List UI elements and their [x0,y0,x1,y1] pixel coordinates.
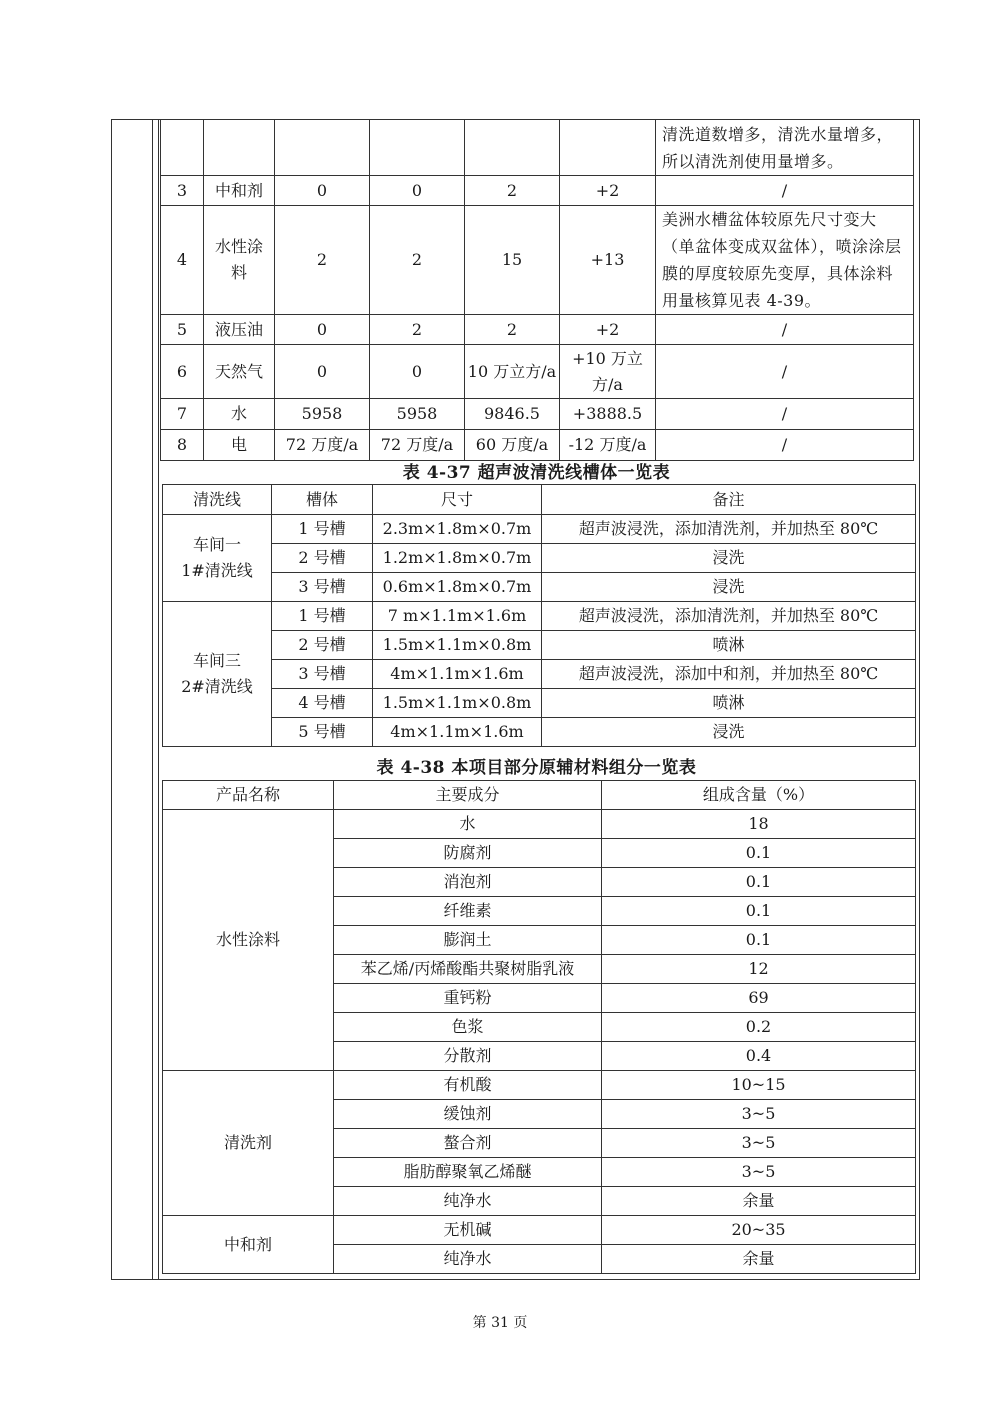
component-name: 纯净水 [334,1245,602,1274]
change-cell: +2 [560,315,656,345]
tank-note: 喷淋 [542,631,916,660]
tank-note: 浸洗 [542,544,916,573]
remark-cell: / [656,345,914,399]
material-name [204,120,275,176]
column-header: 槽体 [272,485,373,515]
tank-name: 3 号槽 [272,660,373,689]
component-name: 苯乙烯/丙烯酸酯共聚树脂乳液 [334,955,602,984]
tank-size: 1.5m×1.1m×0.8m [373,689,542,718]
tank-note: 超声波浸洗，添加清洗剂，并加热至 80℃ [542,515,916,544]
component-name: 有机酸 [334,1071,602,1100]
tank-name: 1 号槽 [272,602,373,631]
component-content: 10~15 [602,1071,916,1100]
value-cell: 2 [275,206,370,315]
tank-name: 5 号槽 [272,718,373,747]
tank-name: 1 号槽 [272,515,373,544]
value-cell [465,120,560,176]
component-content: 余量 [602,1245,916,1274]
table-row [161,399,914,430]
value-cell [275,120,370,176]
product-name: 水性涂料 [163,810,334,1071]
material-name: 水性涂料 [204,206,275,315]
tank-note: 浸洗 [542,718,916,747]
tank-name: 4 号槽 [272,689,373,718]
frame-divider [152,119,153,1280]
row-number: 6 [161,345,204,399]
component-content: 18 [602,810,916,839]
value-cell: 0 [275,345,370,399]
component-name: 纤维素 [334,897,602,926]
cleaning-line: 车间三 2#清洗线 [163,602,272,747]
component-content: 0.1 [602,868,916,897]
table-row [163,689,916,718]
component-content: 0.4 [602,1042,916,1071]
value-cell: 5958 [275,399,370,430]
value-cell: 72 万度/a [275,430,370,461]
component-name: 缓蚀剂 [334,1100,602,1129]
row-number: 5 [161,315,204,345]
component-name: 膨润土 [334,926,602,955]
material-name: 中和剂 [204,176,275,206]
product-name: 清洗剂 [163,1071,334,1216]
change-cell: -12 万度/a [560,430,656,461]
value-cell: 2 [465,176,560,206]
value-cell: 72 万度/a [370,430,465,461]
component-content: 12 [602,955,916,984]
value-cell: 2 [370,315,465,345]
tank-note: 超声波浸洗，添加清洗剂，并加热至 80℃ [542,602,916,631]
component-name: 螯合剂 [334,1129,602,1158]
remark-cell: / [656,430,914,461]
value-cell: 2 [370,206,465,315]
remark-cell: / [656,176,914,206]
column-header: 主要成分 [334,781,602,810]
tank-name: 3 号槽 [272,573,373,602]
value-cell: 5958 [370,399,465,430]
tank-size: 0.6m×1.8m×0.7m [373,573,542,602]
change-cell: +3888.5 [560,399,656,430]
table-row [161,430,914,461]
page-number: 第 31 页 [472,1315,528,1331]
table-row [161,315,914,345]
material-name: 液压油 [204,315,275,345]
row-number: 4 [161,206,204,315]
component-content: 0.1 [602,839,916,868]
table-row [163,515,916,544]
component-content: 0.2 [602,1013,916,1042]
remark-cell: / [656,315,914,345]
value-cell: 2 [465,315,560,345]
component-content: 3~5 [602,1129,916,1158]
tank-note: 超声波浸洗，添加中和剂，并加热至 80℃ [542,660,916,689]
remark-cell: 美洲水槽盆体较原先尺寸变大（单盆体变成双盆体），喷涂涂层膜的厚度较原先变厚，具体涂料用量核算见表 4-39。 [656,206,914,315]
tank-size: 7 m×1.1m×1.6m [373,602,542,631]
table-row [163,1216,916,1245]
row-number: 7 [161,399,204,430]
table-caption-4-37: 表 4-37 超声波清洗线槽体一览表 [402,463,671,483]
consumption-table [160,119,914,461]
tank-name: 2 号槽 [272,544,373,573]
product-name: 中和剂 [163,1216,334,1274]
tank-size: 1.5m×1.1m×0.8m [373,631,542,660]
value-cell: 15 [465,206,560,315]
component-content: 20~35 [602,1216,916,1245]
component-name: 水 [334,810,602,839]
table-row [161,345,914,399]
value-cell [370,120,465,176]
table-row [163,544,916,573]
component-content: 余量 [602,1187,916,1216]
component-name: 分散剂 [334,1042,602,1071]
row-number: 3 [161,176,204,206]
remark-cell: 清洗道数增多，清洗水量增多，所以清洗剂使用量增多。 [656,120,914,176]
table-row [161,206,914,315]
component-name: 色浆 [334,1013,602,1042]
table-row [163,573,916,602]
value-cell: 0 [275,176,370,206]
column-header: 清洗线 [163,485,272,515]
row-number [161,120,204,176]
component-name: 纯净水 [334,1187,602,1216]
table-row [163,602,916,631]
component-name: 防腐剂 [334,839,602,868]
component-content: 0.1 [602,897,916,926]
remark-cell: / [656,399,914,430]
value-cell: 9846.5 [465,399,560,430]
tank-table [162,484,916,747]
value-cell: 0 [370,345,465,399]
table-header-row [163,485,916,515]
change-cell: +2 [560,176,656,206]
column-header: 产品名称 [163,781,334,810]
tank-note: 喷淋 [542,689,916,718]
change-cell: +13 [560,206,656,315]
tank-size: 1.2m×1.8m×0.7m [373,544,542,573]
change-cell: +10 万立方/a [560,345,656,399]
composition-table [162,780,916,1274]
column-header: 备注 [542,485,916,515]
table-row [163,631,916,660]
component-content: 3~5 [602,1158,916,1187]
material-name: 天然气 [204,345,275,399]
value-cell: 60 万度/a [465,430,560,461]
column-header: 尺寸 [373,485,542,515]
component-name: 无机碱 [334,1216,602,1245]
table-row [163,660,916,689]
table-row [163,718,916,747]
cleaning-line: 车间一 1#清洗线 [163,515,272,602]
row-number: 8 [161,430,204,461]
table-row [163,1071,916,1100]
tank-size: 4m×1.1m×1.6m [373,718,542,747]
component-name: 消泡剂 [334,868,602,897]
tank-note: 浸洗 [542,573,916,602]
component-name: 重钙粉 [334,984,602,1013]
component-content: 3~5 [602,1100,916,1129]
component-content: 0.1 [602,926,916,955]
frame-divider [158,119,159,1280]
value-cell: 0 [370,176,465,206]
table-caption-4-38: 表 4-38 本项目部分原辅材料组分一览表 [376,758,697,778]
tank-name: 2 号槽 [272,631,373,660]
component-content: 69 [602,984,916,1013]
table-row [163,810,916,839]
table-row [161,176,914,206]
component-name: 脂肪醇聚氧乙烯醚 [334,1158,602,1187]
value-cell: 10 万立方/a [465,345,560,399]
table-row [161,120,914,176]
material-name: 水 [204,399,275,430]
tank-size: 4m×1.1m×1.6m [373,660,542,689]
material-name: 电 [204,430,275,461]
change-cell [560,120,656,176]
column-header: 组成含量（%） [602,781,916,810]
tank-size: 2.3m×1.8m×0.7m [373,515,542,544]
value-cell: 0 [275,315,370,345]
table-header-row [163,781,916,810]
